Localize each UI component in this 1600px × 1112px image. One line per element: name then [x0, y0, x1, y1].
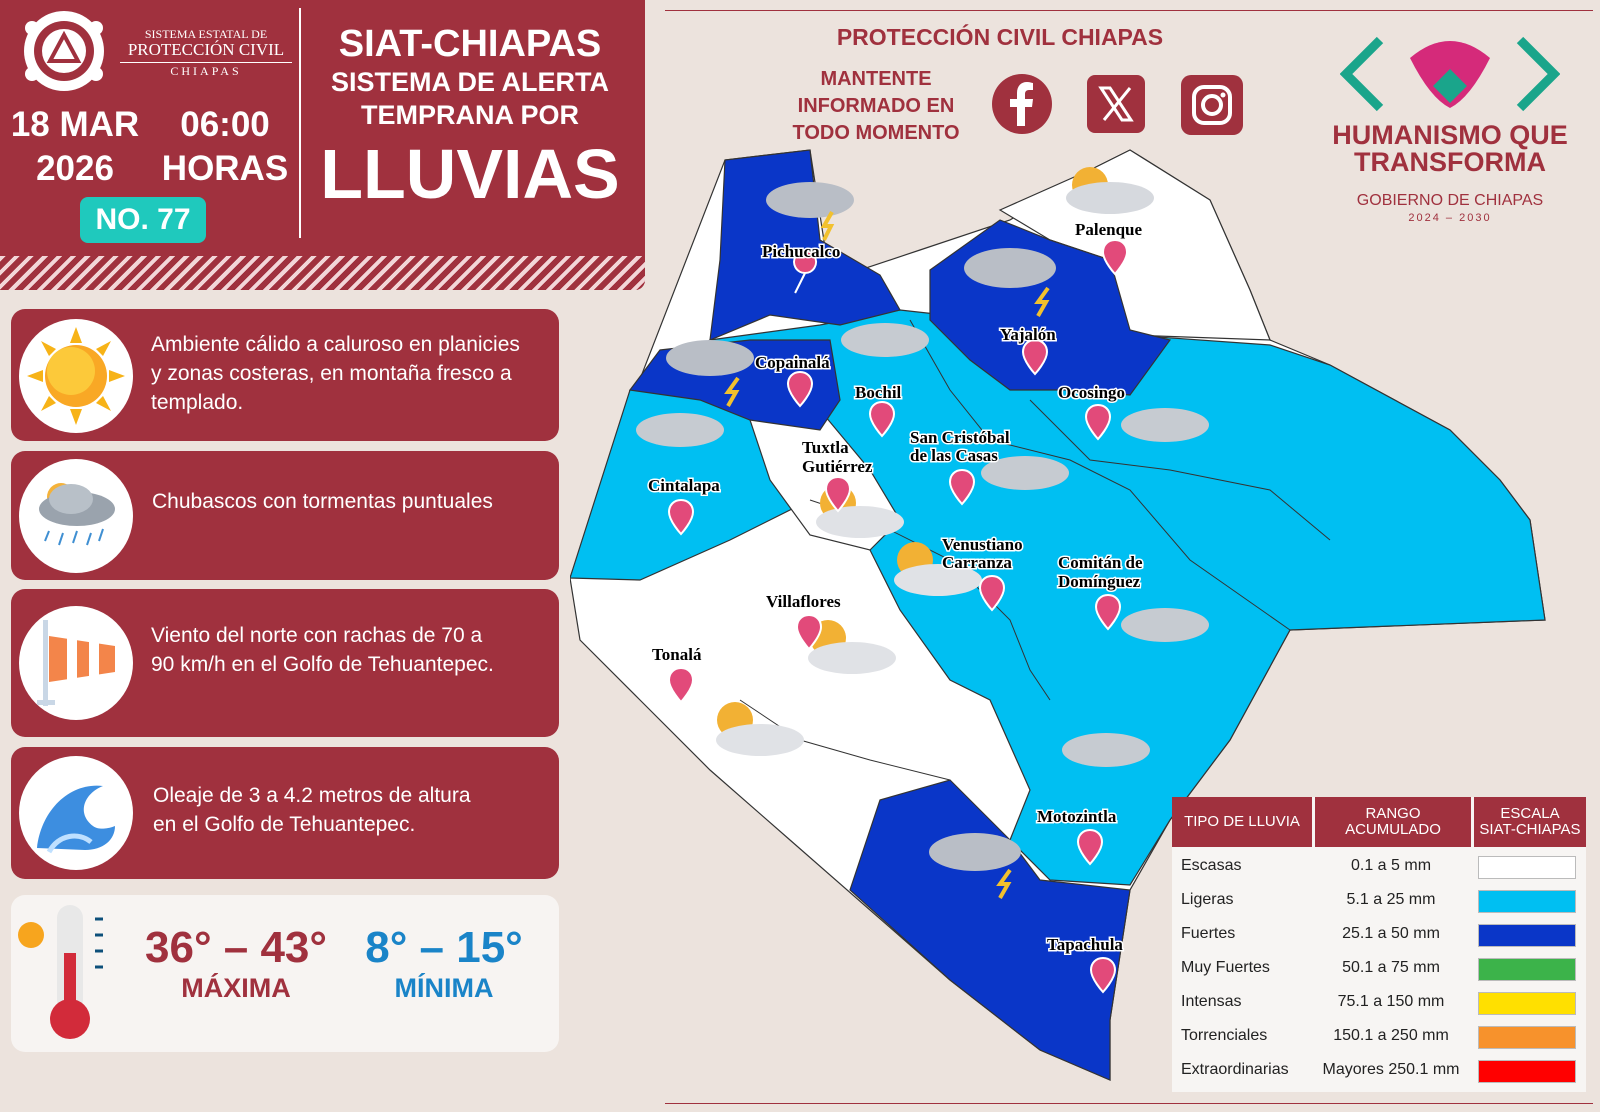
- city-label-venustiano: Venustiano: [942, 535, 1023, 554]
- city-label-san-cristobal-2: de las Casas: [910, 446, 998, 465]
- city-label-palenque: Palenque: [1075, 220, 1143, 239]
- condition-panel-rain: [11, 451, 559, 580]
- legend-type: Escasas: [1181, 857, 1242, 874]
- slogan-line1: HUMANISMO QUE: [1332, 120, 1568, 150]
- legend-swatch: [1478, 1026, 1576, 1049]
- bulletin-number-badge: NO. 77: [80, 197, 206, 243]
- legend-range: 25.1 a 50 mm: [1342, 925, 1440, 942]
- condition-text-line: y zonas costeras, en montaña fresco a: [151, 362, 512, 385]
- facebook-icon[interactable]: [990, 74, 1054, 134]
- rain-cloud-icon: [636, 413, 724, 447]
- thermometer-icon: [50, 905, 103, 1039]
- legend-range: 50.1 a 75 mm: [1342, 959, 1440, 976]
- condition-icon-circle: [19, 319, 133, 433]
- social-sub-line: TODO MOMENTO: [792, 122, 960, 144]
- title-main: LLUVIAS: [320, 135, 620, 213]
- condition-text: [151, 621, 494, 679]
- rain-cloud-icon: [1062, 733, 1150, 767]
- condition-text: [151, 330, 520, 417]
- min-temperature-label: MÍNIMA: [394, 973, 494, 1003]
- city-label-comitan: Comitán de: [1058, 553, 1143, 572]
- legend-swatch: [1478, 924, 1576, 947]
- bottom-rule: [665, 1103, 1593, 1104]
- condition-text-line: Oleaje de 3 a 4.2 metros de altura: [153, 784, 471, 807]
- social-subtitle: [760, 66, 992, 147]
- city-label-comitan-2: Domínguez: [1058, 572, 1141, 591]
- condition-text-line: en el Golfo de Tehuantepec.: [153, 813, 416, 836]
- rain-cloud-icon: [1121, 608, 1209, 642]
- legend-row: [1172, 1019, 1586, 1053]
- government-emblem-icon: [1340, 28, 1560, 118]
- time-line2: HORAS: [161, 149, 289, 188]
- condition-panel-temperature: [11, 309, 559, 441]
- rain-cloud-icon: [841, 323, 929, 357]
- legend-type: Fuertes: [1181, 925, 1236, 942]
- legend-swatch: [1478, 958, 1576, 981]
- legend-range: 5.1 a 25 mm: [1346, 891, 1436, 908]
- agency-line1: SISTEMA ESTATAL DE: [144, 27, 268, 41]
- city-label-tuxtla-2: Gutiérrez: [802, 457, 873, 476]
- legend-swatch: [1478, 890, 1576, 913]
- city-label-bochil: Bochil: [855, 383, 902, 402]
- legend-range: 75.1 a 150 mm: [1337, 993, 1445, 1010]
- government-name: GOBIERNO DE CHIAPAS: [1356, 192, 1544, 209]
- legend-header-scale: [1474, 797, 1586, 847]
- condition-icon-circle: [19, 756, 133, 870]
- legend-header-range: [1315, 797, 1471, 847]
- top-rule: [665, 10, 1593, 11]
- temperature-panel: [11, 895, 559, 1052]
- city-label-motozintla: Motozintla: [1037, 807, 1117, 826]
- bulletin-date: [0, 103, 150, 191]
- condition-text: [153, 781, 471, 839]
- wave-icon: [19, 756, 133, 870]
- legend-header-scale-line2: SIAT-CHIAPAS: [1479, 821, 1581, 838]
- legend-header-range-line1: RANGO: [1365, 805, 1421, 822]
- city-label-tapachula: Tapachula: [1047, 935, 1123, 954]
- title-line2: SISTEMA DE ALERTA: [330, 67, 609, 97]
- date-line1: 18 MAR: [10, 105, 140, 144]
- legend-range: 150.1 a 250 mm: [1333, 1027, 1449, 1044]
- social-sub-line: MANTENTE: [820, 68, 932, 90]
- date-line2: 2026: [36, 149, 114, 188]
- header-divider: [299, 8, 301, 238]
- legend-row: [1172, 1053, 1586, 1087]
- condition-icon-circle: [19, 459, 133, 573]
- condition-text-line: Ambiente cálido a caluroso en planicies: [151, 333, 520, 356]
- storm-cloud-icon: [19, 459, 133, 573]
- legend-row: [1172, 951, 1586, 985]
- legend-swatch: [1478, 992, 1576, 1015]
- max-temperature: [136, 923, 336, 1004]
- agency-line2: PROTECCIÓN CIVIL: [120, 41, 292, 63]
- city-label-pichucalco: Pichucalco: [762, 242, 841, 261]
- condition-text-line: Viento del norte con rachas de 70 a: [151, 624, 483, 647]
- city-label-copainala: Copainalá: [755, 353, 830, 372]
- city-label-venustiano-2: Carranza: [942, 553, 1012, 572]
- title-line1: SIAT-CHIAPAS: [338, 23, 602, 65]
- time-line1: 06:00: [180, 105, 270, 144]
- x-icon[interactable]: [1087, 75, 1145, 133]
- city-label-villaflores: Villaflores: [766, 592, 841, 611]
- condition-panel-waves: [11, 747, 559, 879]
- min-temperature: [349, 923, 539, 1004]
- city-label-ocosingo: Ocosingo: [1058, 383, 1126, 402]
- legend-type: Muy Fuertes: [1181, 959, 1270, 976]
- condition-text-line: 90 km/h en el Golfo de Tehuantepec.: [151, 653, 494, 676]
- max-temperature-range: 36° – 43°: [145, 923, 327, 972]
- rain-legend: [1172, 797, 1586, 1092]
- city-label-tuxtla: Tuxtla: [802, 438, 849, 457]
- header-pattern-stripe: [0, 256, 645, 290]
- legend-type: Ligeras: [1181, 891, 1234, 908]
- legend-row: [1172, 883, 1586, 917]
- slogan-line2: TRANSFORMA: [1354, 147, 1546, 177]
- condition-text: [152, 487, 493, 516]
- legend-row: [1172, 985, 1586, 1019]
- max-temperature-label: MÁXIMA: [181, 973, 291, 1003]
- windsock-icon: [19, 606, 133, 720]
- legend-header-type: TIPO DE LLUVIA: [1172, 797, 1312, 847]
- legend-type: Torrenciales: [1181, 1027, 1268, 1044]
- condition-text-line: templado.: [151, 391, 244, 414]
- condition-text-line: Chubascos con tormentas puntuales: [152, 490, 493, 513]
- condition-panel-wind: [11, 589, 559, 737]
- legend-swatch: [1478, 1060, 1576, 1083]
- agency-line3: CHIAPAS: [170, 63, 242, 78]
- rain-cloud-icon: [1121, 408, 1209, 442]
- legend-range: 0.1 a 5 mm: [1350, 857, 1432, 874]
- sun-icon: [19, 319, 133, 433]
- min-temperature-range: 8° – 15°: [365, 923, 523, 972]
- social-title: PROTECCIÓN CIVIL CHIAPAS: [836, 24, 1164, 50]
- government-period: 2024 – 2030: [1408, 212, 1492, 224]
- legend-range: Mayores 250.1 mm: [1322, 1061, 1460, 1078]
- city-label-tonala: Tonalá: [652, 645, 702, 664]
- legend-row: [1172, 917, 1586, 951]
- city-label-cintalapa: Cintalapa: [648, 476, 720, 495]
- bulletin-time: [150, 103, 300, 191]
- alert-header: [0, 0, 645, 290]
- condition-icon-circle: [19, 606, 133, 720]
- agency-name: [120, 28, 292, 78]
- legend-swatch: [1478, 856, 1576, 879]
- legend-row: [1172, 849, 1586, 883]
- city-label-yajalon: Yajalón: [1000, 325, 1056, 344]
- social-sub-line: INFORMADO EN: [797, 95, 955, 117]
- legend-type: Extraordinarias: [1181, 1061, 1289, 1078]
- legend-header-scale-line1: ESCALA: [1500, 805, 1560, 822]
- proteccion-civil-seal-icon: [14, 8, 114, 93]
- legend-header-range-line2: ACUMULADO: [1345, 821, 1441, 838]
- legend-type: Intensas: [1181, 993, 1242, 1010]
- city-label-san-cristobal: San Cristóbal: [910, 428, 1010, 447]
- title-line3: TEMPRANA POR: [360, 100, 579, 130]
- instagram-icon[interactable]: [1181, 75, 1243, 135]
- small-sun-icon: [18, 922, 44, 948]
